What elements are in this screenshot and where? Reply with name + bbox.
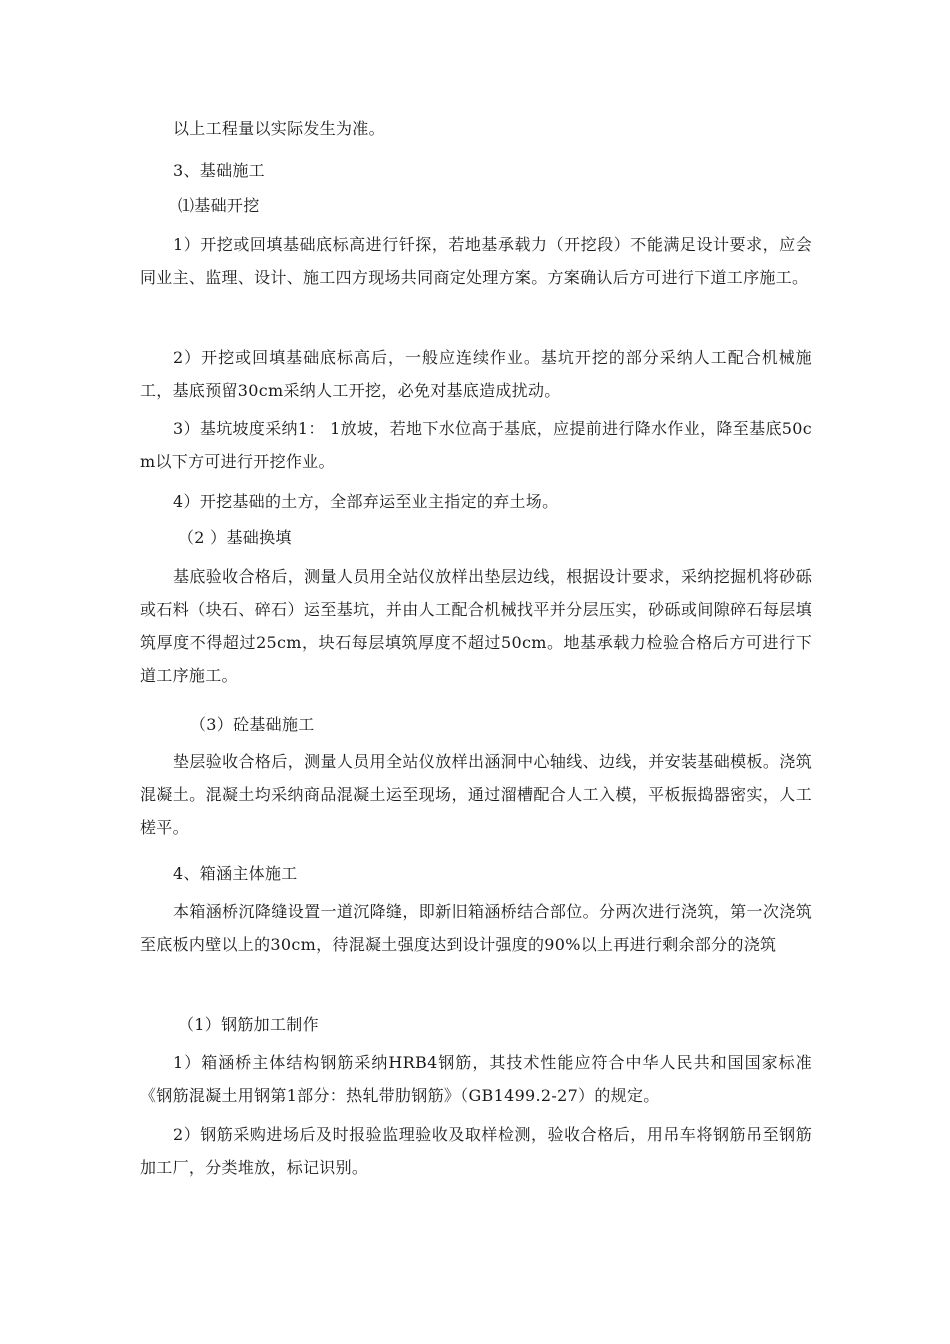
sub-heading-3: （3）砼基础施工 <box>190 715 315 734</box>
paragraph-16: 2）钢筋采购进场后及时报验监理验收及取样检测，验收合格后，用吊车将钢筋吊至钢筋加工厂，分类堆放，标记识别。 <box>140 1125 812 1177</box>
sub-heading-2: （2 ）基础换填 <box>178 528 292 547</box>
section-heading-4: 4、箱涵主体施工 <box>173 864 298 883</box>
section-heading-3: 3、基础施工 <box>173 161 265 180</box>
paragraph-15: 1）箱涵桥主体结构钢筋采纳HRB4钢筋，其技术性能应符合中华人民共和国国家标准《钢筋混凝土用钢第1部分：热轧带肋钢筋》（GB1499.2-27）的规定。 <box>140 1053 812 1105</box>
sub-heading-4: （1）钢筋加工制作 <box>178 1015 319 1034</box>
paragraph-4: 1）开挖或回填基础底标高进行钎探，若地基承载力（开挖段）不能满足设计要求，应会同业主、监理、设计、施工四方现场共同商定处理方案。方案确认后方可进行下道工序施工。 <box>140 235 812 287</box>
paragraph-7: 4）开挖基础的土方，全部弃运至业主指定的弃土场。 <box>173 492 559 511</box>
paragraph-11: 垫层验收合格后，测量人员用全站仪放样出涵洞中心轴线、边线，并安装基础模板。浇筑混凝土。混凝土均采纳商品混凝土运至现场，通过溜槽配合人工入模，平板振捣器密实，人工槎平。 <box>140 752 812 837</box>
paragraph-5: 2）开挖或回填基础底标高后，一般应连续作业。基坑开挖的部分采纳人工配合机械施工，基底预留30cm采纳人工开挖，必免对基底造成扰动。 <box>140 348 812 400</box>
sub-heading-1: ⑴基础开挖 <box>178 196 260 215</box>
paragraph-9: 基底验收合格后，测量人员用全站仪放样出垫层边线，根据设计要求，采纳挖掘机将砂砾或石料（块石、碎石）运至基坑，并由人工配合机械找平并分层压实，砂砾或间隙碎石每层填筑厚度不得超过25cm，块石每层填筑厚度不超过50cm。地基承载力检验合格后方可进行下道工序施工。 <box>140 567 812 685</box>
paragraph-1: 以上工程量以实际发生为准。 <box>173 119 385 138</box>
paragraph-13: 本箱涵桥沉降缝设置一道沉降缝，即新旧箱涵桥结合部位。分两次进行浇筑，第一次浇筑至底板内壁以上的30cm，待混凝土强度达到设计强度的90%以上再进行剩余部分的浇筑 <box>140 902 812 954</box>
paragraph-6: 3）基坑坡度采纳1： 1放坡，若地下水位高于基底，应提前进行降水作业，降至基底50cm以下方可进行开挖作业。 <box>140 419 812 471</box>
